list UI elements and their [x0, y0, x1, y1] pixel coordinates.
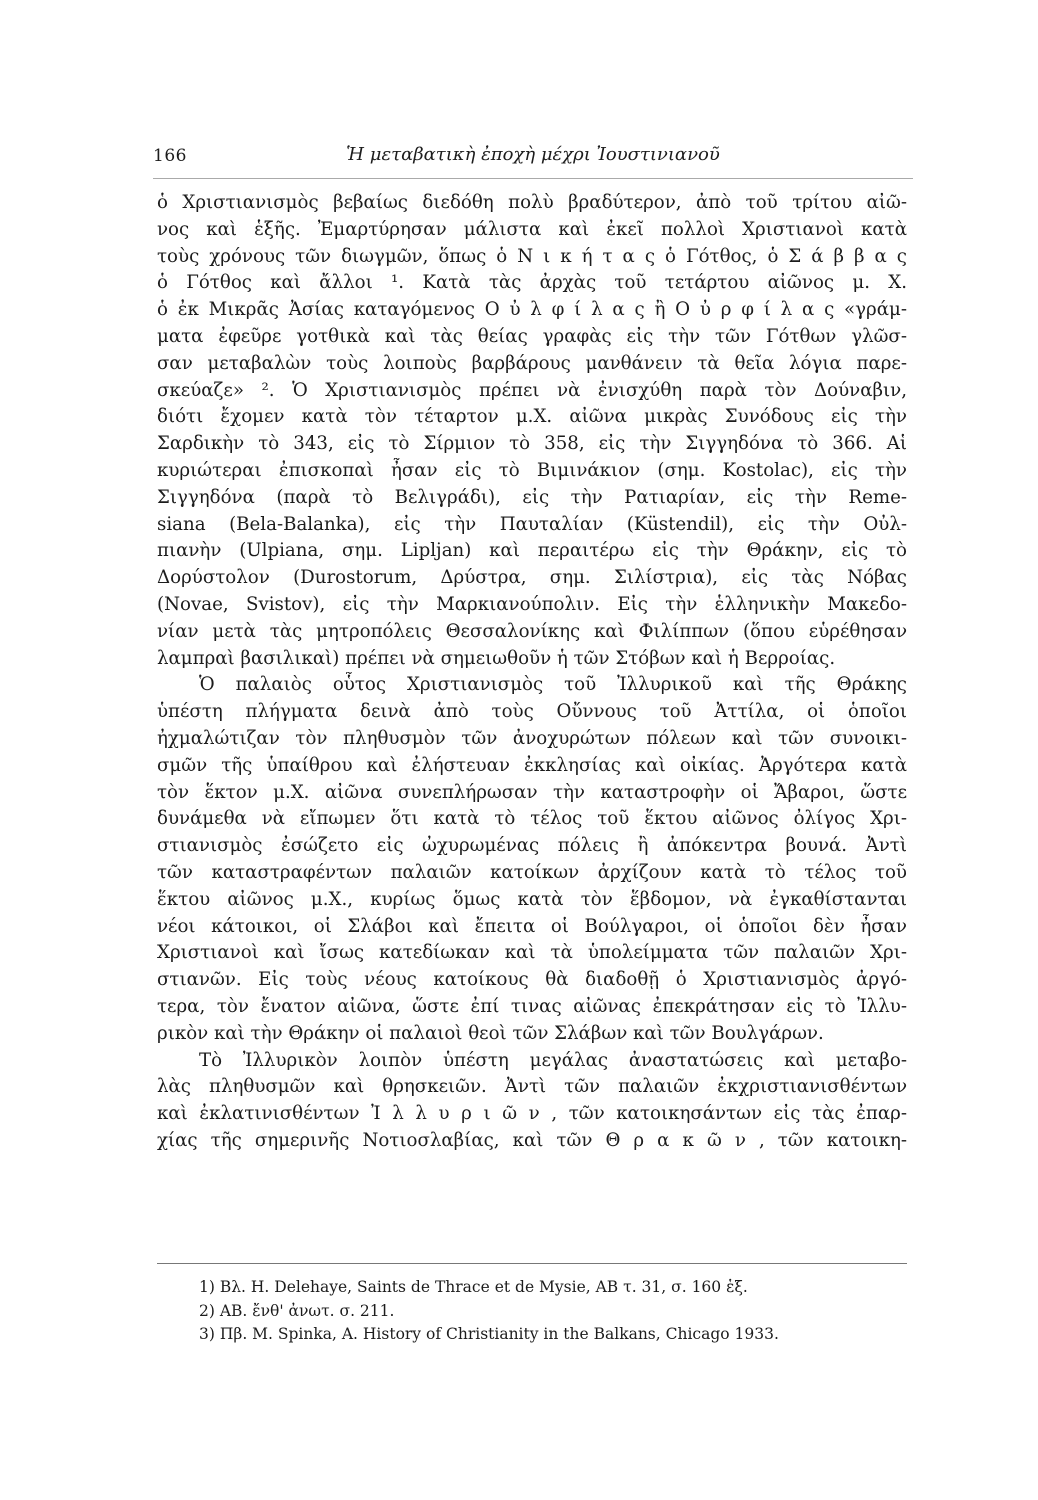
- page-number: 166: [153, 146, 187, 166]
- text-line: χίας τῆς σημερινῆς Νοτιοσλαβίας, καὶ τῶν Θ ρ α κ ῶ ν , τῶν κατοικη-: [157, 1129, 907, 1151]
- text-line: λὰς πληθυσμῶν καὶ θρησκειῶν. Ἀντὶ τῶν παλαιῶν ἐκχριστιανισθέντων: [157, 1076, 907, 1098]
- text-line: νος καὶ ἑξῆς. Ἐμαρτύρησαν μάλιστα καὶ ἐκεῖ πολλοὶ Χριστιανοὶ κατὰ: [157, 218, 907, 240]
- text-line: στιανισμὸς ἐσώζετο εἰς ὠχυρωμένας πόλεις ἢ ἀπόκεντρα βουνά. Ἀντὶ: [157, 835, 907, 857]
- text-line: ὁ Γότθος καὶ ἄλλοι ¹. Κατὰ τὰς ἀρχὰς τοῦ τετάρτου αἰῶνος μ. Χ.: [157, 272, 907, 294]
- text-line: ρικὸν καὶ τὴν Θράκην οἱ παλαιοὶ θεοὶ τῶν Σλάβων καὶ τῶν Βουλγάρων.: [157, 1022, 824, 1044]
- text-line: τῶν καταστραφέντων παλαιῶν κατοίκων ἀρχίζουν κατὰ τὸ τέλος τοῦ: [157, 861, 907, 883]
- text-line: λαμπραὶ βασιλικαὶ) πρέπει νὰ σημειωθοῦν ἡ τῶν Στόβων καὶ ἡ Βερροίας.: [157, 647, 836, 669]
- text-line: στιανῶν. Εἰς τοὺς νέους κατοίκους θὰ διαδοθῇ ὁ Χριστιανισμὸς ἀργό-: [157, 969, 907, 991]
- footnote: 3) Πβ. M. Spinka, A. History of Christianity in the Balkans, Chicago 1933.: [199, 1325, 779, 1343]
- text-line: τοὺς χρόνους τῶν διωγμῶν, ὅπως ὁ Ν ι κ ή τ α ς ὁ Γότθος, ὁ Σ ά β β α ς: [157, 245, 907, 267]
- footnote-divider: [157, 1263, 907, 1264]
- text-line: Σιγγηδόνα (παρὰ τὸ Βελιγράδι), εἰς τὴν Ρατιαρίαν, εἰς τὴν Reme-: [157, 486, 907, 508]
- body-text: [157, 190, 907, 1155]
- text-line: Ὁ παλαιὸς οὗτος Χριστιανισμὸς τοῦ Ἰλλυρικοῦ καὶ τῆς Θράκης: [199, 674, 907, 696]
- text-line: Δορύστολον (Durostorum, Δρύστρα, σημ. Σιλίστρια), εἰς τὰς Νόβας: [157, 567, 907, 589]
- footnotes: [199, 1276, 919, 1347]
- text-line: τερα, τὸν ἔνατον αἰῶνα, ὥστε ἐπί τινας αἰῶνας ἐπεκράτησαν εἰς τὸ Ἰλλυ-: [157, 995, 907, 1017]
- text-line: νέοι κάτοικοι, οἱ Σλάβοι καὶ ἔπειτα οἱ Βούλγαροι, οἱ ὁποῖοι δὲν ἦσαν: [157, 915, 907, 937]
- footnote: 1) Βλ. H. Delehaye, Saints de Thrace et de Mysie, AB τ. 31, σ. 160 ἑξ.: [199, 1278, 748, 1296]
- footnote: 2) AB. ἔνθ' ἀνωτ. σ. 211.: [199, 1301, 395, 1320]
- text-line: ματα ἐφεῦρε γοτθικὰ καὶ τὰς θείας γραφὰς εἰς τὴν τῶν Γότθων γλῶσ-: [157, 325, 907, 347]
- text-line: νίαν μετὰ τὰς μητροπόλεις Θεσσαλονίκης καὶ Φιλίππων (ὅπου εὑρέθησαν: [157, 620, 907, 642]
- text-line: ὑπέστη πλήγματα δεινὰ ἀπὸ τοὺς Οὔννους τοῦ Ἀττίλα, οἱ ὁποῖοι: [157, 701, 907, 723]
- page-header: [153, 140, 913, 180]
- text-line: Τὸ Ἰλλυρικὸν λοιπὸν ὑπέστη μεγάλας ἀναστατώσεις καὶ μεταβο-: [199, 1049, 907, 1071]
- text-line: σαν μεταβαλὼν τοὺς λοιποὺς βαρβάρους μανθάνειν τὰ θεῖα λόγια παρε-: [157, 352, 907, 374]
- text-line: πιανὴν (Ulpiana, σημ. Lipljan) καὶ περαιτέρω εἰς τὴν Θράκην, εἰς τὸ: [157, 540, 907, 562]
- text-line: siana (Bela-Balanka), εἰς τὴν Παυταλίαν (Küstendil), εἰς τὴν Οὐλ-: [157, 513, 907, 535]
- text-line: καὶ ἐκλατινισθέντων Ἰ λ λ υ ρ ι ῶ ν , τῶν κατοικησάντων εἰς τὰς ἐπαρ-: [157, 1103, 907, 1125]
- header-divider: [153, 178, 913, 179]
- text-line: ἠχμαλώτιζαν τὸν πληθυσμὸν τῶν ἀνοχυρώτων πόλεων καὶ τῶν συνοικι-: [157, 727, 907, 749]
- text-line: κυριώτεραι ἐπισκοπαὶ ἦσαν εἰς τὸ Βιμινάκιον (σημ. Kostolac), εἰς τὴν: [157, 459, 907, 481]
- text-line: Χριστιανοὶ καὶ ἴσως κατεδίωκαν καὶ τὰ ὑπολείμματα τῶν παλαιῶν Χρι-: [157, 942, 907, 964]
- text-line: σκεύαζε» ². Ὁ Χριστιανισμὸς πρέπει νὰ ἐνισχύθη παρὰ τὸν Δούναβιν,: [157, 379, 907, 401]
- running-head: Ἡ μεταβατικὴ ἐποχὴ μέχρι Ἰουστινιανοῦ: [346, 144, 720, 165]
- text-line: ὁ Χριστιανισμὸς βεβαίως διεδόθη πολὺ βραδύτερον, ἀπὸ τοῦ τρίτου αἰῶ-: [157, 192, 907, 213]
- text-line: δυνάμεθα νὰ εἴπωμεν ὅτι κατὰ τὸ τέλος τοῦ ἕκτου αἰῶνος ὀλίγος Χρι-: [157, 808, 907, 830]
- text-line: ὁ ἐκ Μικρᾶς Ἀσίας καταγόμενος Ο ὐ λ φ ί λ α ς ἢ Ο ὐ ρ φ ί λ α ς «γράμ-: [157, 299, 907, 321]
- text-line: διότι ἔχομεν κατὰ τὸν τέταρτον μ.Χ. αἰῶνα μικρὰς Συνόδους εἰς τὴν: [157, 406, 907, 428]
- text-line: σμῶν τῆς ὑπαίθρου καὶ ἐλήστευαν ἐκκλησίας καὶ οἰκίας. Ἀργότερα κατὰ: [157, 754, 907, 776]
- text-line: (Novae, Svistov), εἰς τὴν Μαρκιανούπολιν. Εἰς τὴν ἑλληνικὴν Μακεδο-: [157, 593, 907, 615]
- text-line: Σαρδικὴν τὸ 343, εἰς τὸ Σίρμιον τὸ 358, εἰς τὴν Σιγγηδόνα τὸ 366. Αἱ: [157, 433, 907, 455]
- text-line: ἕκτου αἰῶνος μ.Χ., κυρίως ὅμως κατὰ τὸν ἕβδομον, νὰ ἐγκαθίστανται: [157, 888, 907, 910]
- text-line: τὸν ἕκτον μ.Χ. αἰῶνα συνεπλήρωσαν τὴν καταστροφὴν οἱ Ἄβαροι, ὥστε: [157, 781, 907, 803]
